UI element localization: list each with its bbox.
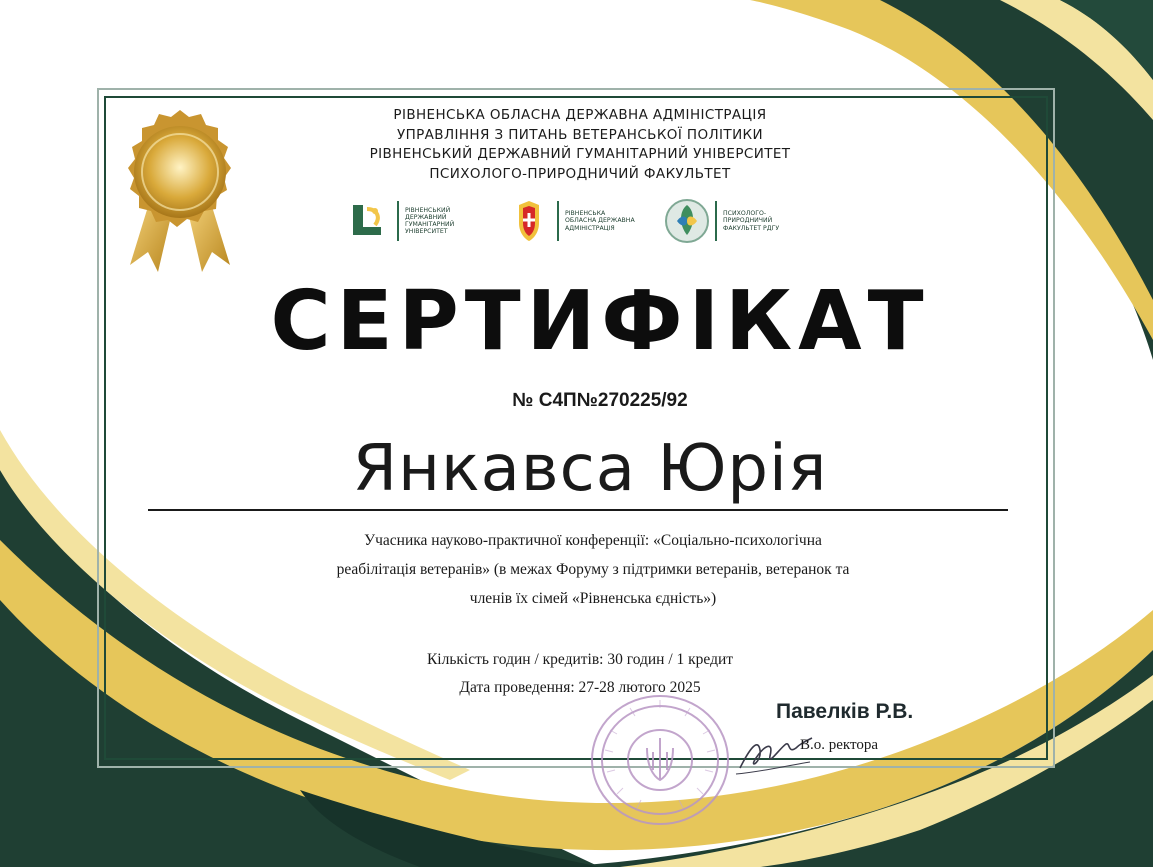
logo-caption: РІВНЕНСЬКА ОБЛАСНА ДЕРЖАВНА АДМІНІСТРАЦІЯ <box>565 210 635 232</box>
logo-divider <box>397 201 399 241</box>
rshu-logo <box>345 196 475 246</box>
organization-line: РІВНЕНСЬКИЙ ДЕРЖАВНИЙ ГУМАНІТАРНИЙ УНІВЕРСИТЕТ <box>369 146 791 162</box>
certificate-details <box>330 646 830 702</box>
organization-line: УПРАВЛІННЯ З ПИТАНЬ ВЕТЕРАНСЬКОЇ ПОЛІТИКИ <box>396 126 764 143</box>
faculty-logo <box>663 196 793 246</box>
event-date: Дата проведення: 27-28 лютого 2025 <box>459 679 701 696</box>
description-line: членів їх сімей «Рівненська єдність») <box>469 590 717 607</box>
signer-name: Павелків Р.В. <box>776 700 914 723</box>
hours-credits: Кількість годин / кредитів: 30 годин / 1 кредит <box>426 651 734 668</box>
coat-of-arms-icon <box>505 197 553 245</box>
recipient-name: Янкавса Юрія <box>352 432 828 506</box>
organizations-header <box>300 106 860 184</box>
recipient-underline <box>148 509 1008 511</box>
description-line: Учасника науково-практичної конференції: «Соціально-психологічна <box>364 532 822 549</box>
oda-logo <box>505 196 635 246</box>
faculty-logo-icon <box>663 197 711 245</box>
official-stamp-icon <box>585 690 735 830</box>
certificate-description <box>248 526 938 613</box>
logo-caption: РІВНЕНСЬКИЙ ДЕРЖАВНИЙ ГУМАНІТАРНИЙ УНІВЕРСИТЕТ <box>405 206 455 236</box>
certificate-title: СЕРТИФІКАТ <box>270 274 930 369</box>
logo-caption: ПСИХОЛОГО-ПРИРОДНИЧИЙ ФАКУЛЬТЕТ РДГУ <box>723 210 780 232</box>
logo-divider <box>715 201 717 241</box>
organization-line: ПСИХОЛОГО-ПРИРОДНИЧИЙ ФАКУЛЬТЕТ <box>429 165 731 182</box>
certificate-number: № С4П№270225/92 <box>512 390 688 411</box>
logos-row <box>345 196 815 246</box>
organization-line: РІВНЕНСЬКА ОБЛАСНА ДЕРЖАВНА АДМІНІСТРАЦІЯ <box>393 107 767 123</box>
description-line: реабілітація ветеранів» (в межах Форуму з підтримки ветеранів, ветеранок та <box>336 561 850 578</box>
signer-role: В.о. ректора <box>800 737 879 753</box>
rshu-logo-icon <box>345 197 393 245</box>
gold-medal-icon <box>110 100 250 275</box>
logo-divider <box>557 201 559 241</box>
